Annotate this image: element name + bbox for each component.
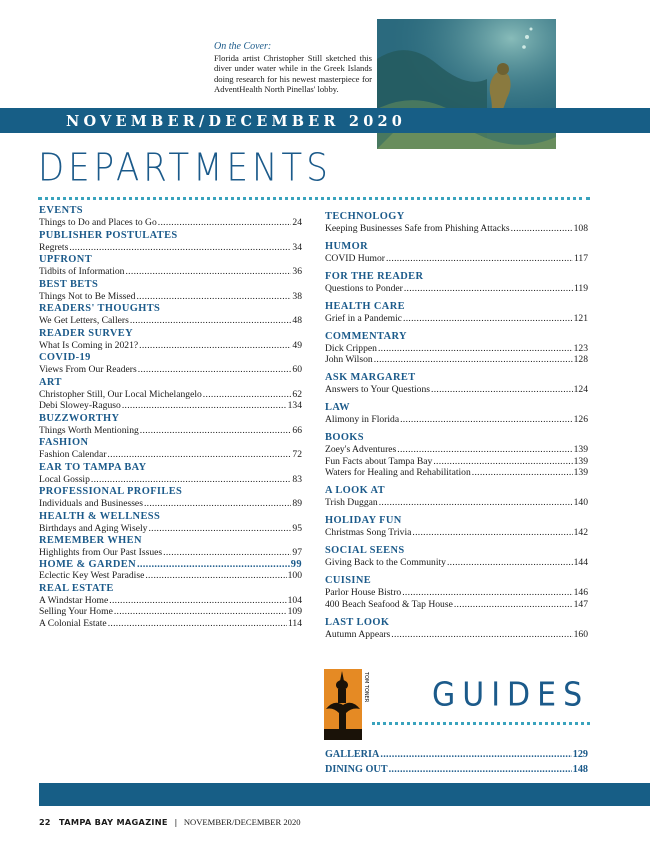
toc-section (325, 401, 588, 426)
leader-dots (472, 467, 573, 479)
toc-entry[interactable] (39, 217, 302, 229)
toc-entry-page: 160 (573, 628, 588, 640)
toc-entry[interactable] (39, 266, 302, 278)
toc-section (39, 327, 302, 352)
toc-category: EVENTS (39, 205, 83, 216)
footer-page-number: 22 (39, 817, 51, 827)
toc-entry[interactable] (325, 557, 588, 569)
bottom-band (39, 783, 650, 806)
departments-heading: DEPARTMENTS (38, 146, 332, 191)
toc-entry-page: 129 (572, 749, 588, 760)
toc-entry-page: 109 (287, 606, 302, 617)
toc-category: HEALTH & WELLNESS (39, 510, 161, 522)
leader-dots (403, 313, 573, 325)
toc-section (325, 300, 588, 325)
toc-entry[interactable] (39, 618, 302, 630)
leader-dots (136, 291, 291, 303)
toc-category: HEALTH CARE (325, 300, 405, 312)
toc-category: BUZZWORTHY (39, 412, 120, 424)
leader-dots (454, 599, 573, 611)
toc-section (39, 204, 302, 229)
toc-entry[interactable] (39, 425, 302, 437)
leader-dots (431, 384, 573, 396)
leader-dots (69, 242, 291, 254)
toc-category: FOR THE READER (325, 270, 424, 282)
toc-category: REMEMBER WHEN (39, 535, 142, 546)
toc-category: UPFRONT (39, 254, 93, 265)
toc-entry-page: 124 (573, 384, 588, 395)
footer-issue: NOVEMBER/DECEMBER 2020 (183, 817, 301, 827)
toc-section (325, 431, 588, 479)
leader-dots (447, 557, 573, 569)
leader-dots (402, 587, 572, 599)
toc-entry[interactable] (39, 315, 302, 327)
toc-entry-title: Highlights from Our Past Issues (39, 547, 163, 558)
toc-section (325, 574, 588, 610)
toc-category: CUISINE (325, 575, 372, 586)
toc-category: COVID-19 (39, 352, 91, 363)
toc-entry-title: Dick Crippen (325, 342, 377, 354)
toc-entry-page: 72 (292, 449, 302, 460)
leader-dots (139, 340, 291, 352)
leader-dots (433, 456, 572, 468)
toc-section (39, 559, 302, 582)
toc-section (325, 270, 588, 295)
leader-dots (158, 217, 292, 229)
toc-entry[interactable] (325, 384, 588, 396)
leader-dots (138, 364, 292, 376)
toc-entry-title: Grief in a Pandemic (325, 312, 402, 324)
toc-entry-title: Debi Slowey-Raguso (39, 400, 121, 411)
toc-category: SOCIAL SEENS (325, 545, 405, 556)
toc-entry-title: Birthdays and Aging Wisely (39, 522, 148, 534)
toc-entry[interactable] (39, 291, 302, 303)
right-column (325, 204, 588, 640)
toc-section (325, 330, 588, 366)
leader-dots (122, 400, 287, 412)
toc-section (39, 278, 302, 303)
toc-entry-page: 119 (573, 282, 588, 294)
toc-entry-page: 139 (573, 467, 588, 478)
issue-band-title: NOVEMBER/DECEMBER 2020 (66, 113, 407, 130)
toc-entry-title: Waters for Healing and Rehabilitation (325, 467, 471, 478)
toc-entry-title: 400 Beach Seafood & Tap House (325, 598, 453, 610)
footer (39, 817, 301, 827)
toc-entry-page: 83 (292, 473, 302, 485)
toc-entry-title: Views From Our Readers (39, 364, 137, 375)
toc-entry-page: 128 (573, 354, 588, 365)
toc-entry-title: Tidbits of Information (39, 266, 125, 277)
leader-dots (397, 444, 572, 456)
toc-section (39, 436, 302, 461)
toc-entry[interactable] (39, 449, 302, 461)
toc-category: HOLIDAY FUN (325, 515, 402, 526)
leader-dots (391, 629, 572, 641)
toc-entry-title: Answers to Your Questions (325, 384, 431, 395)
toc-category: READERS' THOUGHTS (39, 303, 161, 314)
toc-section (325, 544, 588, 569)
toc-section (39, 229, 302, 254)
leader-dots (108, 618, 287, 630)
leader-dots (91, 474, 292, 486)
footer-magazine: TAMPA BAY MAGAZINE (59, 817, 168, 827)
toc-entry-page: 60 (292, 364, 302, 375)
toc-entry-title: Trish Duggan (325, 497, 378, 508)
toc-entry[interactable] (39, 340, 302, 352)
toc-entry[interactable] (39, 474, 302, 486)
toc-section (325, 616, 588, 641)
toc-entry-page: 123 (573, 342, 588, 354)
cover-caption-text: Florida artist Christopher Still sketched this diver under water while in the Greek Islands doing research for his newest masterpiece for AdventHealth North Pinellas' lobby. (214, 52, 372, 95)
toc-entry-page: 126 (573, 414, 588, 425)
toc-entry[interactable] (39, 400, 302, 412)
toc-category[interactable] (39, 559, 302, 571)
toc-entry-title: Parlor House Bistro (325, 587, 402, 598)
toc-section (325, 371, 588, 396)
toc-entry[interactable] (325, 456, 588, 468)
leader-dots (379, 497, 573, 509)
toc-category: FASHION (39, 437, 89, 448)
leader-dots (140, 425, 292, 437)
toc-entry-page: 134 (287, 400, 302, 411)
leader-dots (400, 414, 573, 426)
toc-entry-title: Alimony in Florida (325, 414, 400, 425)
toc-section (325, 484, 588, 509)
guides-photo (324, 669, 371, 740)
toc-entry-page: 148 (572, 764, 588, 775)
toc-entry[interactable] (39, 570, 302, 582)
toc-category: REAL ESTATE (39, 582, 114, 594)
toc-entry[interactable] (39, 498, 302, 510)
leader-dots (137, 559, 290, 571)
toc-entry-page: 95 (292, 522, 302, 534)
toc-section (325, 210, 588, 235)
toc-category: HUMOR (325, 240, 368, 252)
toc-entry-title: DINING OUT (325, 764, 388, 775)
toc-entry-title: COVID Humor (325, 252, 385, 264)
leader-dots (203, 389, 292, 401)
toc-entry[interactable] (325, 223, 588, 235)
toc-entry-title: A Colonial Estate (39, 617, 107, 629)
toc-entry-title: Autumn Appears (325, 628, 391, 640)
dotted-rule-top (38, 197, 590, 200)
toc-entry-page: 108 (573, 222, 588, 234)
toc-category: TECHNOLOGY (325, 210, 405, 222)
toc-section (39, 302, 302, 327)
toc-entry[interactable] (39, 523, 302, 535)
toc-entry[interactable] (325, 587, 588, 599)
toc-entry-title: Giving Back to the Community (325, 557, 446, 568)
toc-section (39, 376, 302, 412)
toc-entry-title: Selling Your Home (39, 606, 113, 617)
guides-photo-credit: TOM TONER (363, 672, 369, 703)
toc-category: LAW (325, 402, 350, 413)
cover-caption-lead: On the Cover: (214, 41, 272, 52)
toc-category: BOOKS (325, 432, 364, 443)
toc-section (39, 534, 302, 559)
leader-dots (148, 523, 291, 535)
leader-dots (163, 547, 291, 559)
toc-entry-page: 114 (287, 617, 302, 629)
toc-entry-title: Things to Do and Places to Go (39, 217, 157, 228)
toc-entry[interactable] (325, 253, 588, 265)
guide-entry[interactable] (325, 762, 588, 777)
toc-entry[interactable] (39, 606, 302, 618)
dotted-rule-guides (372, 722, 590, 725)
toc-entry[interactable] (325, 599, 588, 611)
toc-entry[interactable] (325, 467, 588, 479)
toc-section (39, 412, 302, 437)
toc-entry-title: GALLERIA (325, 749, 380, 760)
toc-entry[interactable] (325, 343, 588, 355)
leader-dots (125, 266, 291, 278)
toc-entry-title: Keeping Businesses Safe from Phishing Attacks (325, 222, 510, 234)
toc-section (39, 485, 302, 510)
leader-dots (386, 253, 573, 265)
toc-category: A LOOK AT (325, 485, 385, 496)
cover-caption (214, 42, 372, 95)
toc-entry-page: 147 (573, 598, 588, 610)
toc-entry-title: HOME & GARDEN (39, 558, 136, 570)
guide-entry[interactable] (325, 747, 588, 762)
toc-entry[interactable] (325, 313, 588, 325)
toc-section (325, 514, 588, 539)
toc-entry[interactable] (325, 283, 588, 295)
toc-entry-title: Regrets (39, 241, 69, 253)
toc-entry[interactable] (325, 527, 588, 539)
toc-entry-title: Fashion Calendar (39, 449, 107, 460)
toc-entry-title: Questions to Ponder (325, 282, 403, 294)
left-column (39, 204, 302, 629)
leader-dots (144, 498, 291, 510)
toc-entry-page: 38 (292, 290, 302, 302)
leader-dots (107, 449, 291, 461)
leader-dots (404, 283, 573, 295)
toc-entry-title: John Wilson (325, 354, 373, 365)
toc-entry-page: 97 (292, 547, 302, 558)
toc-entry[interactable] (39, 547, 302, 559)
toc-section (325, 240, 588, 265)
toc-category: PUBLISHER POSTULATES (39, 229, 178, 241)
leader-dots (114, 606, 287, 618)
toc-entry-title: Zoey's Adventures (325, 444, 397, 455)
toc-entry-title: Things Worth Mentioning (39, 424, 139, 436)
leader-dots (380, 747, 571, 762)
leader-dots (145, 570, 286, 582)
footer-separator: | (174, 817, 178, 827)
toc-section (39, 351, 302, 376)
toc-category: BEST BETS (39, 278, 99, 290)
leader-dots (511, 223, 573, 235)
toc-entry-page: 99 (290, 558, 302, 570)
toc-entry-page: 140 (573, 497, 588, 508)
toc-entry-title: Local Gossip (39, 473, 90, 485)
toc-entry-title: What Is Coming in 2021? (39, 339, 139, 351)
toc-entry-page: 142 (573, 527, 588, 538)
toc-entry-title: Individuals and Businesses (39, 498, 143, 509)
toc-entry-page: 89 (292, 498, 302, 509)
toc-entry[interactable] (325, 354, 588, 366)
toc-category: ART (39, 376, 62, 388)
toc-entry-page: 34 (292, 241, 302, 253)
toc-section (39, 253, 302, 278)
toc-section (39, 582, 302, 630)
leader-dots (412, 527, 572, 539)
toc-entry-page: 62 (292, 388, 302, 400)
toc-entry-page: 139 (573, 455, 588, 467)
toc-entry[interactable] (39, 595, 302, 607)
leader-dots (389, 762, 572, 777)
toc-entry-page: 36 (292, 266, 302, 277)
toc-entry[interactable] (325, 497, 588, 509)
toc-entry-title: We Get Letters, Callers (39, 315, 129, 326)
toc-section (39, 510, 302, 535)
toc-entry-page: 100 (287, 570, 302, 581)
toc-entry-page: 121 (573, 312, 588, 324)
toc-entry[interactable] (39, 242, 302, 254)
toc-entry-page: 104 (287, 594, 302, 606)
toc-entry[interactable] (39, 364, 302, 376)
toc-entry[interactable] (325, 414, 588, 426)
toc-entry-title: Things Not to Be Missed (39, 290, 136, 302)
toc-entry-title: Eclectic Key West Paradise (39, 570, 145, 581)
toc-entry-page: 66 (292, 424, 302, 436)
leader-dots (378, 343, 573, 355)
guides-heading: GUIDES (432, 676, 590, 715)
toc-entry[interactable] (39, 389, 302, 401)
toc-category: EAR TO TAMPA BAY (39, 461, 147, 473)
toc-category: PROFESSIONAL PROFILES (39, 486, 183, 497)
toc-entry-page: 48 (292, 315, 302, 326)
toc-category: ASK MARGARET (325, 372, 416, 383)
toc-entry-page: 146 (573, 587, 588, 598)
toc-entry[interactable] (325, 444, 588, 456)
toc-entry-page: 24 (292, 217, 302, 228)
toc-entry-title: Fun Facts about Tampa Bay (325, 455, 433, 467)
toc-entry-page: 139 (573, 444, 588, 455)
guides-list (325, 747, 588, 777)
toc-entry-title: Christmas Song Trivia (325, 527, 412, 538)
toc-category: COMMENTARY (325, 330, 407, 342)
leader-dots (109, 595, 286, 607)
toc-category: READER SURVEY (39, 327, 134, 339)
leader-dots (374, 354, 573, 366)
toc-entry-page: 49 (292, 339, 302, 351)
toc-entry-title: A Windstar Home (39, 594, 109, 606)
toc-category: LAST LOOK (325, 616, 390, 628)
toc-entry-page: 144 (573, 557, 588, 568)
toc-entry[interactable] (325, 629, 588, 641)
toc-section (39, 461, 302, 486)
palm-silhouette-icon (324, 669, 362, 740)
toc-entry-title: Christopher Still, Our Local Michelangelo (39, 388, 202, 400)
leader-dots (130, 315, 292, 327)
toc-entry-page: 117 (573, 252, 588, 264)
